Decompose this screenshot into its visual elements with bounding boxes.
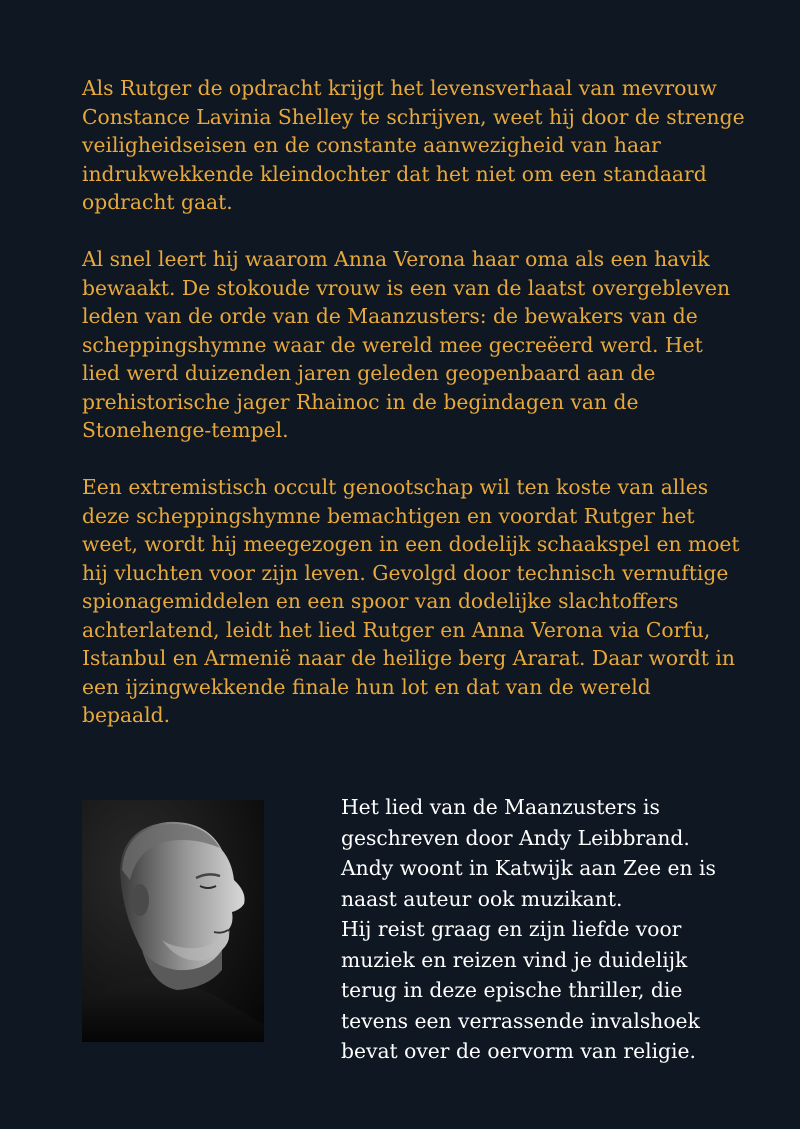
blurb-line: achterlatend, leidt het lied Rutger en Anna Verona via Corfu, <box>82 617 711 642</box>
blurb-line: leden van de orde van de Maanzusters: de bewakers van de <box>82 304 698 328</box>
bio-line: terug in deze epische thriller, die <box>341 978 683 1002</box>
blurb-line: Als Rutger de opdracht krijgt het levensverhaal van mevrouw <box>82 76 717 100</box>
blurb-paragraph-2 <box>82 245 731 445</box>
book-blurb <box>82 74 745 758</box>
blurb-line: opdracht gaat. <box>82 190 233 214</box>
bio-line: naast auteur ook muzikant. <box>341 886 623 911</box>
bio-line: tevens een verrassende invalshoek <box>341 1008 700 1033</box>
blurb-line: veiligheidseisen en de constante aanwezigheid van haar <box>82 133 661 157</box>
blurb-line: scheppingshymne waar de wereld mee gecreëerd werd. Het <box>82 332 703 357</box>
blurb-line: Een extremistisch occult genootschap wil ten koste van alles <box>82 475 709 499</box>
blurb-line: een ijzingwekkende finale hun lot en dat van de wereld <box>82 674 651 699</box>
bio-line: Hij reist graag en zijn liefde voor <box>341 917 682 941</box>
bio-line: muziek en reizen vind je duidelijk <box>341 947 688 972</box>
blurb-line: Al snel leert hij waarom Anna Verona haar oma als een havik <box>82 247 710 271</box>
blurb-line: bepaald. <box>82 703 171 727</box>
bio-line: geschreven door Andy Leibbrand. <box>341 825 690 850</box>
author-bio <box>341 792 761 1067</box>
bio-line: Andy woont in Katwijk aan Zee en is <box>341 856 716 880</box>
blurb-line: deze scheppingshymne bemachtigen en voordat Rutger het <box>82 503 695 528</box>
blurb-line: Constance Lavinia Shelley te schrijven, weet hij door de strenge <box>82 104 745 129</box>
blurb-line: indrukwekkende kleindochter dat het niet om een standaard <box>82 161 707 186</box>
author-portrait-illustration <box>82 800 264 1042</box>
bio-line: bevat over de oervorm van religie. <box>341 1039 696 1063</box>
blurb-paragraph-3 <box>82 473 740 730</box>
bio-line: Het lied van de Maanzusters is <box>341 795 660 819</box>
blurb-line: bewaakt. De stokoude vrouw is een van de laatst overgebleven <box>82 275 731 300</box>
blurb-line: lied werd duizenden jaren geleden geopenbaard aan de <box>82 361 656 385</box>
blurb-line: prehistorische jager Rhainoc in de begindagen van de <box>82 389 639 414</box>
author-photo <box>82 800 264 1042</box>
blurb-line: Stonehenge-tempel. <box>82 418 289 442</box>
blurb-line: hij vluchten voor zijn leven. Gevolgd door technisch vernuftige <box>82 560 729 585</box>
blurb-line: Istanbul en Armenië naar de heilige berg Ararat. Daar wordt in <box>82 646 735 670</box>
blurb-line: weet, wordt hij meegezogen in een dodelijk schaakspel en moet <box>82 532 740 556</box>
blurb-line: spionagemiddelen en een spoor van dodelijke slachtoffers <box>82 589 679 613</box>
blurb-paragraph-1 <box>82 74 745 217</box>
